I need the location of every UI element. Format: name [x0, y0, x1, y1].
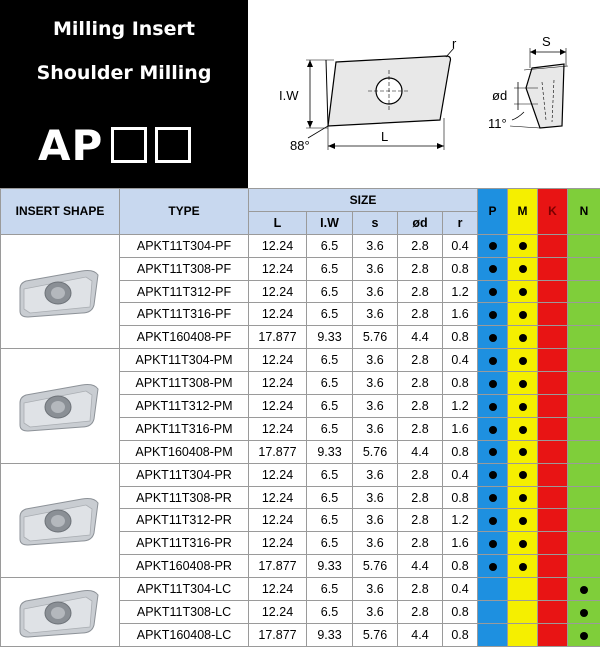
grade-m-cell [508, 601, 538, 624]
type-cell: APKT11T316-PR [120, 532, 249, 555]
grade-p-cell [478, 440, 508, 463]
recommended-dot-icon [489, 334, 497, 342]
grade-n-cell [568, 532, 600, 555]
iw-cell: 9.33 [307, 623, 353, 646]
grade-k-cell [538, 509, 568, 532]
header-insert-shape: INSERT SHAPE [1, 189, 120, 235]
s-cell: 5.76 [353, 623, 398, 646]
grade-m-cell [508, 303, 538, 326]
label-s: S [542, 34, 551, 49]
table-row [1, 463, 600, 486]
recommended-dot-icon [580, 609, 588, 617]
type-cell: APKT11T308-PF [120, 257, 249, 280]
l-cell: 12.24 [249, 372, 307, 395]
spec-table-body [1, 234, 600, 646]
r-cell: 1.2 [443, 509, 478, 532]
header-row-1 [1, 189, 600, 212]
insert-spec-table [0, 188, 600, 647]
recommended-dot-icon [519, 426, 527, 434]
iw-cell: 6.5 [307, 257, 353, 280]
series-code-text: AP [38, 121, 103, 170]
l-cell: 17.877 [249, 623, 307, 646]
grade-m-cell [508, 578, 538, 601]
grade-n-cell [568, 623, 600, 646]
grade-n-cell [568, 372, 600, 395]
iw-cell: 9.33 [307, 440, 353, 463]
grade-m-cell [508, 486, 538, 509]
type-cell: APKT11T316-PM [120, 417, 249, 440]
insert-shape-cell [1, 578, 120, 647]
grade-p-cell [478, 555, 508, 578]
iw-cell: 6.5 [307, 509, 353, 532]
r-cell: 1.2 [443, 280, 478, 303]
l-cell: 12.24 [249, 303, 307, 326]
table-row [1, 234, 600, 257]
l-cell: 17.877 [249, 555, 307, 578]
type-cell: APKT11T316-PF [120, 303, 249, 326]
recommended-dot-icon [489, 517, 497, 525]
header-s: s [353, 211, 398, 234]
od-cell: 4.4 [398, 440, 443, 463]
grade-p-cell [478, 463, 508, 486]
r-cell: 0.8 [443, 486, 478, 509]
s-cell: 3.6 [353, 257, 398, 280]
l-cell: 17.877 [249, 440, 307, 463]
od-cell: 2.8 [398, 601, 443, 624]
grade-p-cell [478, 303, 508, 326]
grade-k-cell [538, 234, 568, 257]
s-cell: 3.6 [353, 532, 398, 555]
recommended-dot-icon [519, 448, 527, 456]
insert-side-view [526, 64, 564, 128]
recommended-dot-icon [519, 471, 527, 479]
table-row [1, 349, 600, 372]
s-cell: 3.6 [353, 463, 398, 486]
s-cell: 3.6 [353, 601, 398, 624]
grade-m-cell [508, 440, 538, 463]
grade-p-cell [478, 326, 508, 349]
grade-n-cell [568, 578, 600, 601]
recommended-dot-icon [489, 357, 497, 365]
grade-p-cell [478, 509, 508, 532]
iw-cell: 6.5 [307, 395, 353, 418]
grade-k-cell [538, 486, 568, 509]
l-cell: 12.24 [249, 257, 307, 280]
label-r: r [452, 36, 457, 51]
l-cell: 12.24 [249, 509, 307, 532]
grade-n-cell [568, 417, 600, 440]
recommended-dot-icon [519, 494, 527, 502]
recommended-dot-icon [489, 426, 497, 434]
type-cell: APKT11T308-PR [120, 486, 249, 509]
grade-k-cell [538, 532, 568, 555]
type-cell: APKT160408-PF [120, 326, 249, 349]
grade-p-cell [478, 486, 508, 509]
grade-p-cell [478, 601, 508, 624]
type-cell: APKT11T304-LC [120, 578, 249, 601]
l-cell: 17.877 [249, 326, 307, 349]
grade-p-cell [478, 234, 508, 257]
recommended-dot-icon [489, 448, 497, 456]
grade-k-cell [538, 303, 568, 326]
grade-n-cell [568, 509, 600, 532]
od-cell: 2.8 [398, 486, 443, 509]
grade-m-cell [508, 257, 538, 280]
r-cell: 0.8 [443, 326, 478, 349]
recommended-dot-icon [489, 265, 497, 273]
type-cell: APKT11T308-PM [120, 372, 249, 395]
iw-cell: 6.5 [307, 578, 353, 601]
iw-cell: 6.5 [307, 601, 353, 624]
type-cell: APKT160408-LC [120, 623, 249, 646]
s-cell: 3.6 [353, 395, 398, 418]
series-code [38, 122, 191, 168]
recommended-dot-icon [519, 334, 527, 342]
grade-n-cell [568, 486, 600, 509]
grade-k-cell [538, 257, 568, 280]
header-type: TYPE [120, 189, 249, 235]
recommended-dot-icon [489, 471, 497, 479]
r-cell: 1.2 [443, 395, 478, 418]
od-cell: 2.8 [398, 417, 443, 440]
type-cell: APKT11T304-PF [120, 234, 249, 257]
recommended-dot-icon [519, 288, 527, 296]
od-cell: 2.8 [398, 372, 443, 395]
grade-m-cell [508, 555, 538, 578]
od-cell: 2.8 [398, 349, 443, 372]
recommended-dot-icon [519, 380, 527, 388]
l-cell: 12.24 [249, 463, 307, 486]
recommended-dot-icon [489, 563, 497, 571]
placeholder-box-2 [155, 127, 191, 163]
grade-k-cell [538, 326, 568, 349]
iw-cell: 6.5 [307, 303, 353, 326]
s-cell: 3.6 [353, 509, 398, 532]
grade-p-cell [478, 280, 508, 303]
grade-k-cell [538, 417, 568, 440]
type-cell: APKT160408-PM [120, 440, 249, 463]
recommended-dot-icon [519, 242, 527, 250]
l-cell: 12.24 [249, 601, 307, 624]
l-cell: 12.24 [249, 349, 307, 372]
recommended-dot-icon [489, 288, 497, 296]
technical-drawing [248, 0, 600, 188]
header-iw: I.W [307, 211, 353, 234]
od-cell: 2.8 [398, 395, 443, 418]
s-cell: 3.6 [353, 280, 398, 303]
od-cell: 2.8 [398, 234, 443, 257]
s-cell: 5.76 [353, 326, 398, 349]
header-l: L [249, 211, 307, 234]
iw-cell: 6.5 [307, 372, 353, 395]
grade-n-cell [568, 463, 600, 486]
table-row [1, 578, 600, 601]
r-cell: 0.8 [443, 601, 478, 624]
insert-image-icon [12, 489, 108, 551]
s-cell: 5.76 [353, 440, 398, 463]
grade-n-cell [568, 601, 600, 624]
type-cell: APKT11T312-PF [120, 280, 249, 303]
type-cell: APKT11T312-PR [120, 509, 249, 532]
insert-image-icon [12, 375, 108, 437]
type-cell: APKT11T312-PM [120, 395, 249, 418]
grade-k-cell [538, 395, 568, 418]
od-cell: 2.8 [398, 532, 443, 555]
grade-k-cell [538, 555, 568, 578]
s-cell: 3.6 [353, 417, 398, 440]
insert-shape-cell [1, 463, 120, 577]
iw-cell: 6.5 [307, 234, 353, 257]
grade-n-cell [568, 349, 600, 372]
r-cell: 1.6 [443, 532, 478, 555]
grade-p-cell [478, 372, 508, 395]
grade-n-cell [568, 555, 600, 578]
r-cell: 1.6 [443, 303, 478, 326]
recommended-dot-icon [580, 632, 588, 640]
recommended-dot-icon [489, 494, 497, 502]
iw-cell: 6.5 [307, 417, 353, 440]
insert-shape-cell [1, 349, 120, 463]
recommended-dot-icon [489, 403, 497, 411]
iw-cell: 6.5 [307, 486, 353, 509]
grade-k-cell [538, 372, 568, 395]
recommended-dot-icon [489, 540, 497, 548]
grade-p-cell [478, 257, 508, 280]
s-cell: 5.76 [353, 555, 398, 578]
grade-p-cell [478, 395, 508, 418]
s-cell: 3.6 [353, 578, 398, 601]
od-cell: 2.8 [398, 578, 443, 601]
l-cell: 12.24 [249, 417, 307, 440]
header-m: M [508, 189, 538, 235]
grade-n-cell [568, 303, 600, 326]
grade-m-cell [508, 372, 538, 395]
grade-n-cell [568, 234, 600, 257]
recommended-dot-icon [519, 311, 527, 319]
recommended-dot-icon [519, 563, 527, 571]
label-l: L [381, 129, 388, 144]
l-cell: 12.24 [249, 395, 307, 418]
insert-dimension-drawing [248, 0, 600, 188]
r-cell: 0.8 [443, 555, 478, 578]
grade-p-cell [478, 349, 508, 372]
title-panel [0, 0, 248, 188]
od-cell: 2.8 [398, 257, 443, 280]
header-p: P [478, 189, 508, 235]
recommended-dot-icon [519, 357, 527, 365]
l-cell: 12.24 [249, 578, 307, 601]
iw-cell: 9.33 [307, 326, 353, 349]
grade-p-cell [478, 532, 508, 555]
od-cell: 4.4 [398, 555, 443, 578]
r-cell: 0.8 [443, 623, 478, 646]
label-iw: I.W [279, 88, 299, 103]
grade-n-cell [568, 395, 600, 418]
r-cell: 0.4 [443, 578, 478, 601]
od-cell: 4.4 [398, 623, 443, 646]
grade-m-cell [508, 463, 538, 486]
insert-image-icon [12, 581, 108, 643]
recommended-dot-icon [489, 242, 497, 250]
header-size: SIZE [249, 189, 478, 212]
l-cell: 12.24 [249, 280, 307, 303]
type-cell: APKT11T308-LC [120, 601, 249, 624]
grade-m-cell [508, 326, 538, 349]
l-cell: 12.24 [249, 532, 307, 555]
grade-p-cell [478, 623, 508, 646]
grade-n-cell [568, 326, 600, 349]
grade-k-cell [538, 463, 568, 486]
l-cell: 12.24 [249, 234, 307, 257]
iw-cell: 9.33 [307, 555, 353, 578]
recommended-dot-icon [519, 517, 527, 525]
recommended-dot-icon [519, 540, 527, 548]
od-cell: 2.8 [398, 303, 443, 326]
s-cell: 3.6 [353, 349, 398, 372]
type-cell: APKT11T304-PM [120, 349, 249, 372]
grade-m-cell [508, 417, 538, 440]
r-cell: 0.8 [443, 372, 478, 395]
placeholder-box-1 [111, 127, 147, 163]
grade-k-cell [538, 623, 568, 646]
r-cell: 0.8 [443, 257, 478, 280]
grade-n-cell [568, 257, 600, 280]
recommended-dot-icon [580, 586, 588, 594]
od-cell: 2.8 [398, 509, 443, 532]
insert-shape-cell [1, 234, 120, 348]
od-cell: 2.8 [398, 280, 443, 303]
insert-image-icon [12, 261, 108, 323]
grade-m-cell [508, 509, 538, 532]
recommended-dot-icon [489, 380, 497, 388]
header-k: K [538, 189, 568, 235]
header-od: ød [398, 211, 443, 234]
od-cell: 2.8 [398, 463, 443, 486]
grade-k-cell [538, 440, 568, 463]
iw-cell: 6.5 [307, 349, 353, 372]
type-cell: APKT160408-PR [120, 555, 249, 578]
od-cell: 4.4 [398, 326, 443, 349]
s-cell: 3.6 [353, 234, 398, 257]
r-cell: 0.8 [443, 440, 478, 463]
recommended-dot-icon [519, 403, 527, 411]
grade-m-cell [508, 395, 538, 418]
grade-n-cell [568, 440, 600, 463]
grade-m-cell [508, 532, 538, 555]
r-cell: 0.4 [443, 463, 478, 486]
s-cell: 3.6 [353, 372, 398, 395]
type-cell: APKT11T304-PR [120, 463, 249, 486]
label-angle-88: 88° [290, 138, 310, 153]
s-cell: 3.6 [353, 303, 398, 326]
s-cell: 3.6 [353, 486, 398, 509]
title-line-2: Shoulder Milling [0, 62, 248, 84]
grade-k-cell [538, 280, 568, 303]
iw-cell: 6.5 [307, 463, 353, 486]
label-angle-11: 11° [488, 116, 507, 131]
grade-m-cell [508, 234, 538, 257]
recommended-dot-icon [489, 311, 497, 319]
grade-p-cell [478, 578, 508, 601]
l-cell: 12.24 [249, 486, 307, 509]
title-line-1: Milling Insert [0, 18, 248, 40]
recommended-dot-icon [519, 265, 527, 273]
grade-k-cell [538, 578, 568, 601]
grade-k-cell [538, 349, 568, 372]
grade-m-cell [508, 623, 538, 646]
header-n: N [568, 189, 600, 235]
iw-cell: 6.5 [307, 532, 353, 555]
grade-p-cell [478, 417, 508, 440]
header-r: r [443, 211, 478, 234]
grade-m-cell [508, 280, 538, 303]
r-cell: 1.6 [443, 417, 478, 440]
grade-k-cell [538, 601, 568, 624]
grade-m-cell [508, 349, 538, 372]
label-od: ød [492, 88, 507, 103]
r-cell: 0.4 [443, 349, 478, 372]
iw-cell: 6.5 [307, 280, 353, 303]
grade-n-cell [568, 280, 600, 303]
r-cell: 0.4 [443, 234, 478, 257]
